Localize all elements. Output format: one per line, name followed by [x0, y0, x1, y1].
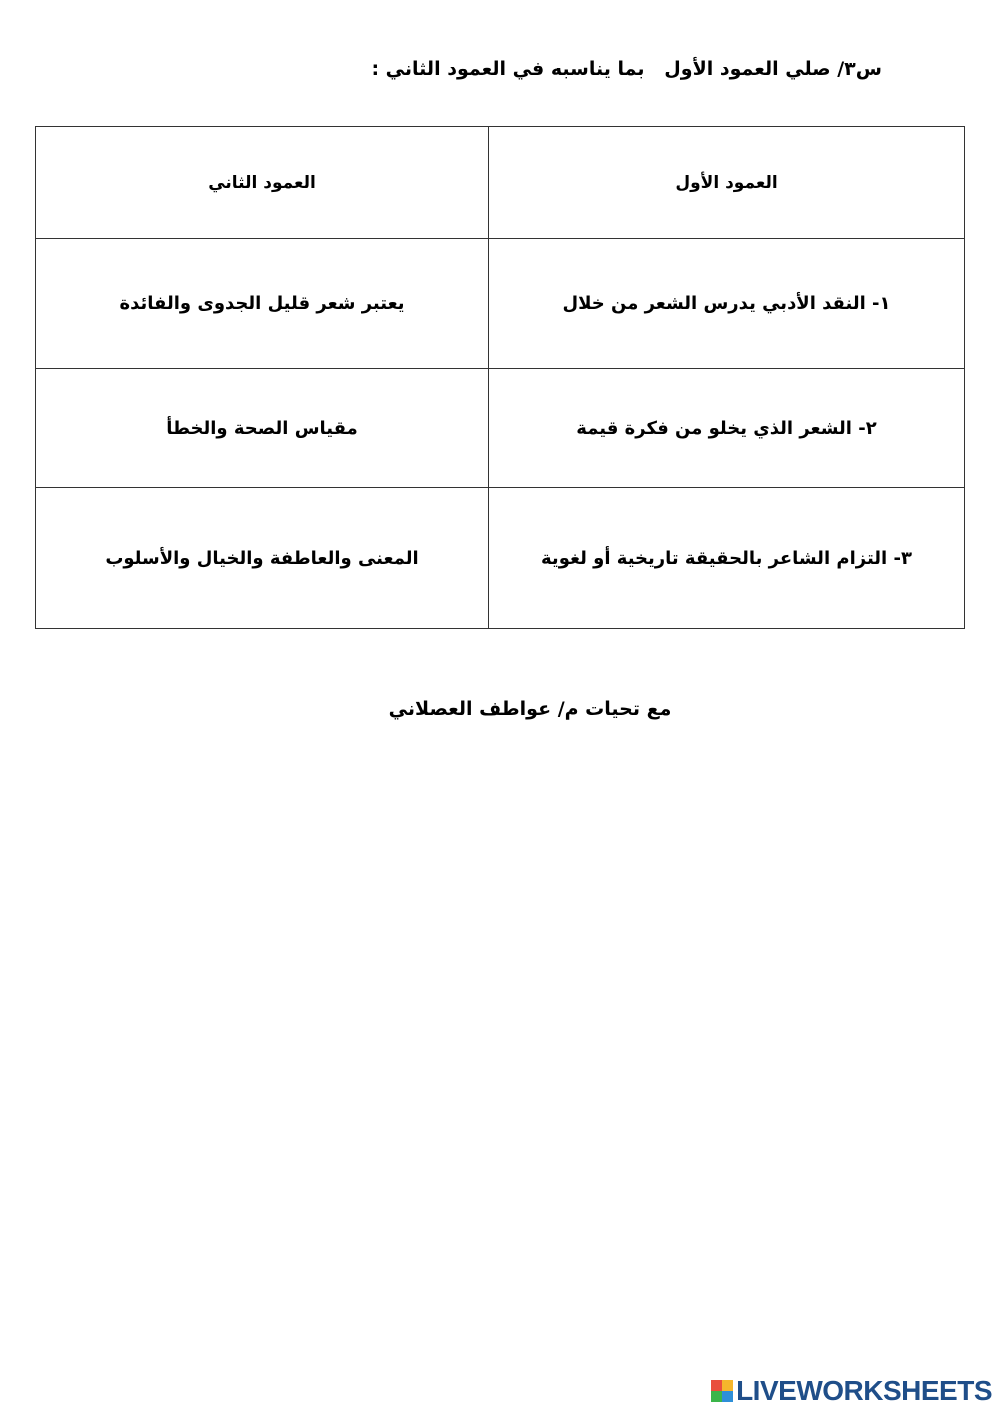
table-header-row [36, 127, 965, 239]
table-row [36, 488, 965, 629]
matching-table [35, 126, 965, 629]
liveworksheets-watermark [711, 1371, 992, 1411]
column-two-item: مقياس الصحة والخطأ [36, 369, 489, 488]
brand-name: LIVEWORKSHEETS [736, 1375, 992, 1406]
column-one-item: ١- النقد الأدبي يدرس الشعر من خلال [489, 239, 965, 369]
question-title: س٣/ صلي العمود الأول بما يناسبه في العمود الثاني : [371, 58, 882, 80]
liveworksheets-logo-icon [711, 1380, 733, 1402]
header-column-one: العمود الأول [489, 127, 965, 239]
column-one-item: ٣- التزام الشاعر بالحقيقة تاريخية أو لغوية [489, 488, 965, 629]
logo-square [722, 1380, 733, 1391]
logo-square [711, 1380, 722, 1391]
column-one-item: ٢- الشعر الذي يخلو من فكرة قيمة [489, 369, 965, 488]
header-column-two: العمود الثاني [36, 127, 489, 239]
table-row [36, 369, 965, 488]
column-two-item: المعنى والعاطفة والخيال والأسلوب [36, 488, 489, 629]
logo-square [711, 1391, 722, 1402]
logo-square [722, 1391, 733, 1402]
column-two-item: يعتبر شعر قليل الجدوى والفائدة [36, 239, 489, 369]
table-row [36, 239, 965, 369]
signature-line: مع تحيات م/ عواطف العصلاني [388, 698, 672, 720]
